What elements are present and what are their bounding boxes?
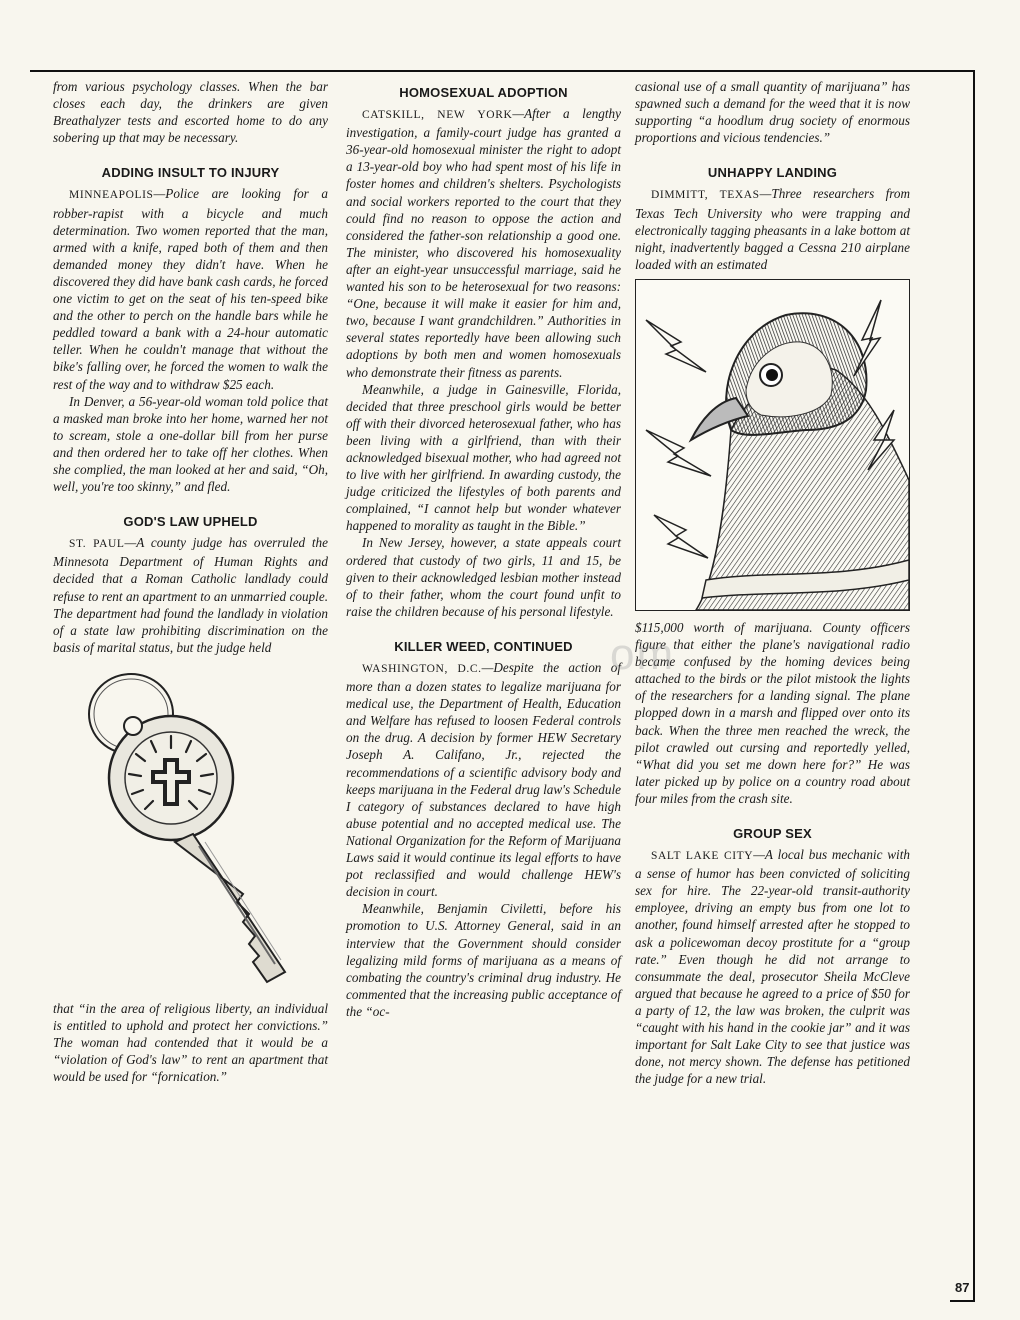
story-paragraph: In New Jersey, however, a state appeals court ordered that custody of two girls, 11 and 15, be given to their acknowledged lesbian mother instead of to their father, whom the court found unfit to raise the children because of his personal lifestyle.: [346, 535, 621, 619]
dateline: ST. PAUL: [69, 538, 125, 551]
dateline: SALT LAKE CITY: [651, 850, 754, 863]
column-2: [346, 78, 621, 1020]
pheasant-illustration: [635, 279, 910, 611]
headline-unhappy-landing: UNHAPPY LANDING: [707, 165, 838, 181]
top-rule: [30, 70, 975, 72]
dateline: WASHINGTON, D.C.: [362, 663, 482, 675]
headline-homosexual-adoption: HOMOSEXUAL ADOPTION: [399, 85, 568, 100]
story-paragraph: $115,000 worth of marijuana. County officers figure that either the plane's navigational radio became confused by the homing devices being attached to the birds or the pilot mistook the lights of the researchers for a landing signal. The plane plopped down in a marsh and flipped over onto its back. When the three men reached the wreck, the pilot crawled out cursing and reportedly yelled, “What did you set me down here for?” He was later picked up by police on a country road about four miles from the crash site.: [635, 619, 910, 806]
column-3: [635, 78, 910, 1087]
story-paragraph: In Denver, a 56-year-old woman told police that a masked man broke into her home, warned her not to scream, stole a one-dollar bill from her purse and then ordered her to take off her clothes. When she complied, the man looked at her and said, “Oh, well, you're too skinny,” and fled.: [53, 393, 328, 495]
story-paragraph: CATSKILL, NEW YORK—After a lengthy investigation, a family-court judge has granted a 36-year-old homosexual minister the right to adopt a 13-year-old boy who had spent most of his life in foster homes and children's shelters. Psychologists and social workers reported to the court that they could find no reason to oppose the action and considered the father-son relationship a good one. The minister, who discovered his homosexuality after an eight-year unsuccessful marriage, said he wanted his son to be heterosexual for two reasons: “One, because it will make it easier for him and, two, because I want grandchildren.” Authorities in several states reportedly have been allowing such adoptions by both men and women homosexuals who demonstrate their fitness as parents.: [346, 106, 621, 380]
dateline: DIMMITT, TEXAS: [651, 189, 760, 202]
story-paragraph: MINNEAPOLIS—Police are looking for a robber-rapist with a bicycle and much determination. Two women reported that the man, armed with a knife, raped both of them and then demanded money they didn't have. When he discovered they did have bank cash cards, he forced one victim to get on the seat of his ten-speed bike and the other to perch on the handle bars while he peddled toward a bank with a 24-hour automatic teller. When he couldn't manage that without the bike's falling over, he forced the women to walk the rest of the way and to withdraw $25 each.: [53, 186, 328, 392]
column-1: [53, 78, 328, 1085]
dateline: CATSKILL, NEW YORK: [362, 109, 513, 122]
continued-paragraph: casional use of a small quantity of marijuana” has spawned such a demand for the weed that it is now supporting “a hoodlum drug society of enormous proportions and vicious tendencies.”: [635, 79, 910, 146]
story-paragraph: that “in the area of religious liberty, an individual is entitled to uphold and protect her convictions.” The woman had contended that it would be a “violation of God's law” to rent an apartment that would be used for “fornication.”: [53, 1001, 328, 1085]
key-illustration: [53, 666, 328, 990]
key-icon: [53, 666, 328, 986]
watermark: om: [610, 630, 676, 679]
story-paragraph: DIMMITT, TEXAS—Three researchers from Texas Tech University who were trapping and electronically tagging pheasants in a lake bottom at night, inadvertently bagged a Cessna 210 airplane loaded with an estimated: [635, 186, 911, 272]
story-paragraph: ST. PAUL—A county judge has overruled the Minnesota Department of Human Rights and decided that a Roman Catholic landlady could refuse to rent an apartment to an unmarried couple. The department had found the landlady in violation of a state law prohibiting discrimination on the basis of marital status, but the judge held: [53, 535, 328, 655]
page-number: 87: [955, 1280, 970, 1295]
pheasant-icon: [636, 280, 909, 610]
headline-killer-weed: KILLER WEED, CONTINUED: [394, 638, 573, 654]
headline-group-sex: GROUP SEX: [733, 825, 812, 841]
dateline: MINNEAPOLIS: [69, 189, 154, 202]
story-paragraph: SALT LAKE CITY—A local bus mechanic with a sense of humor has been convicted of soliciting sex for hire. The 22-year-old transit-authority employee, driving an empty bus from one lot to another, found himself arrested after he stopped to ask a policewoman decoy prostitute for a “group rate.” Even though he did not arrange to consummate the deal, prosecutor Sheila McCleve argued that because he agreed to a price of $50 for a party of 12, the law was broken, the culprit was “caught with his hand in the cookie jar” and it was important for Salt Lake City to see that justice was done, not mercy shown. The defense has petitioned the judge for a new trial.: [635, 847, 910, 1087]
headline-gods-law: GOD'S LAW UPHELD: [123, 514, 258, 530]
bottom-rule: [950, 1300, 975, 1302]
right-rule: [973, 70, 975, 1300]
story-paragraph: Meanwhile, a judge in Gainesville, Florida, decided that three preschool girls would be better off with their divorced heterosexual father, who has been living with a girlfriend, than with their acknowledged bisexual mother, who had agreed not to live with her girlfriend. In awarding custody, the judge criticized the lifestyles of both parents and complained, “I cannot help but wonder whatever happened to morality as taught in the Bible.”: [346, 381, 621, 534]
intro-paragraph: from various psychology classes. When the bar closes each day, the drinkers are given Breathalyzer tests and escorted home to do any sobering up that may be necessary.: [53, 79, 328, 146]
story-paragraph: WASHINGTON, D.C.—Despite the action of more than a dozen states to legalize marijuana for medical use, the Department of Health, Education and Welfare has refused to loosen Federal controls on the drug. A decision by former HEW Secretary Joseph A. Califano, Jr., rejected the recommendations of a scientific advisory body and keeps marijuana in the Federal drug law's Schedule I category of substances declared to have high abuse potential and no accepted medical use. The National Organization for the Reform of Marijuana Laws said it would continue its legal efforts to have pot reclassified and would challenge HEW's decision in court.: [346, 660, 621, 900]
headline-adding-insult: ADDING INSULT TO INJURY: [101, 165, 280, 181]
story-paragraph: Meanwhile, Benjamin Civiletti, before his promotion to U.S. Attorney General, said in an interview that the Government should consider legalizing mild forms of marijuana as a means of combating the country's criminal drug industry. He commented that the increasing public acceptance of the “oc-: [346, 901, 621, 1019]
